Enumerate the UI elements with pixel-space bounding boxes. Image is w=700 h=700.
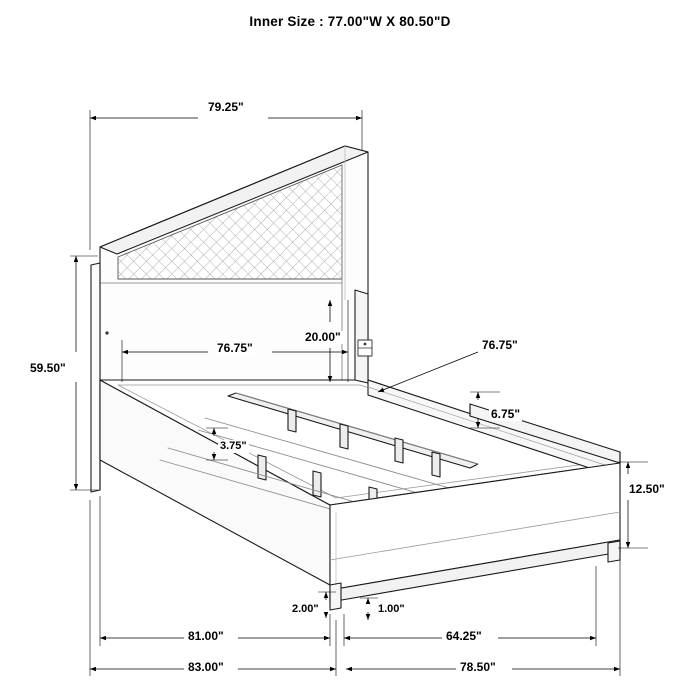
page-title: Inner Size : 77.00"W X 80.50"D [249,14,451,29]
dim-headboard-width: 79.25" [208,100,244,114]
dim-side-rail-length: 76.75" [482,338,518,352]
dim-slat-height: 3.75" [220,440,247,452]
dim-overall-height: 59.50" [30,361,66,375]
dim-overall-length: 83.00" [188,660,224,674]
dim-overall-depth: 78.50" [460,660,496,674]
dim-floor-clearance-left: 2.00" [292,603,319,615]
dim-floor-clearance-right: 1.00" [378,603,405,615]
dim-inner-length: 81.00" [188,629,224,643]
dim-footboard-clearance-height: 20.00" [305,330,341,344]
dim-rail-thickness: 6.75" [491,407,521,421]
dim-mattress-deck-width: 76.75" [217,341,253,355]
dim-footboard-height: 12.50" [629,482,665,496]
dim-footboard-width: 64.25" [446,629,482,643]
